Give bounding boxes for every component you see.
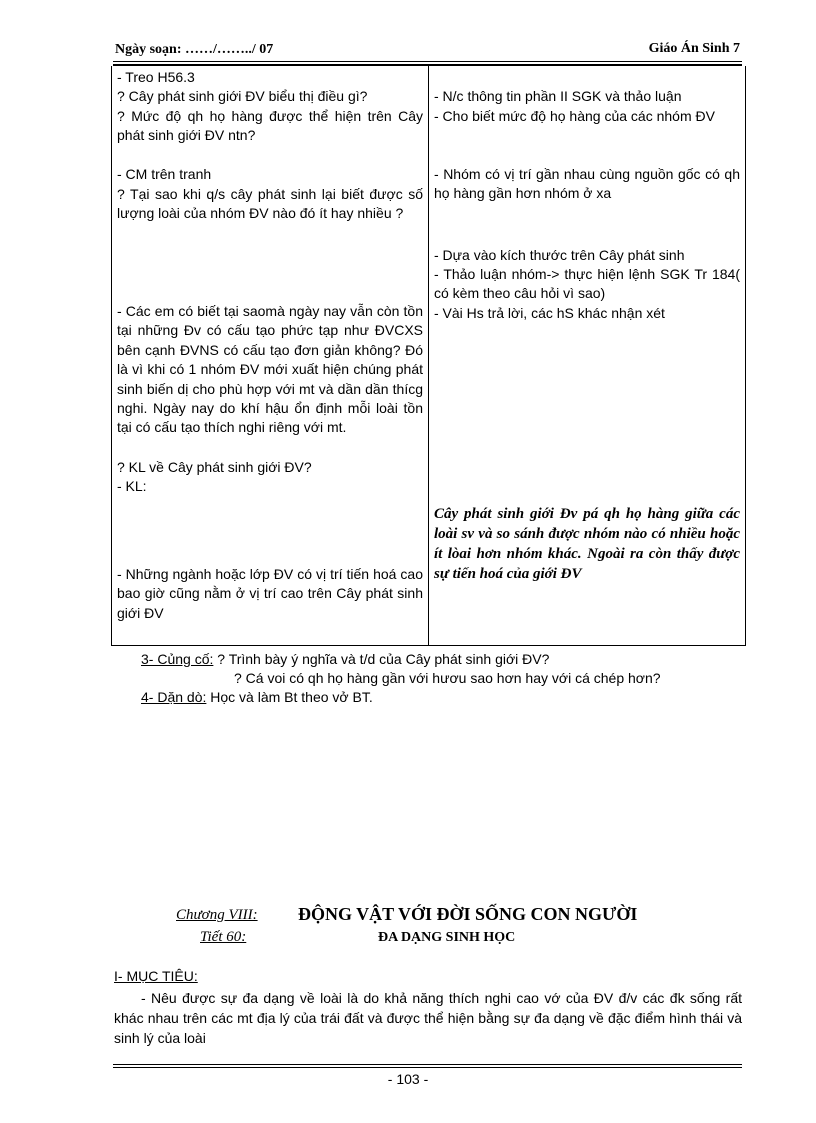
conclusion-text: Cây phát sinh giới Đv pá qh họ hàng giữa các loài sv và so sánh được nhóm nào có nhiều hoặc ít lòai hơn nhóm khác. Ngoài ra còn thấy được sự tiến hoá của giới ĐV [434, 506, 740, 582]
footer-rule-bottom [113, 1067, 742, 1068]
lesson-title: ĐA DẠNG SINH HỌC [378, 930, 516, 945]
left-item: ? Tại sao khi q/s cây phát sinh lại biết được số lượng loài của nhóm ĐV nào đó ít hay nhiều ? [117, 186, 423, 222]
table-column-divider [428, 66, 429, 645]
left-item: - Các em có biết tại saomà ngày nay vẫn còn tồn tại những Đv có cấu tạo phức tạp như ĐVCXS bên cạnh ĐVNS có cấu tạo đơn giản không? Đó là vì khi có 1 nhóm ĐV mới xuất hiện chúng phát sinh biến dị cho phù hợp với mt và dần dần thícg nghi. Ngày nay do khí hậu ổn định mỗi loài tồn tại có cấu tạo thích nghi riêng với mt. [117, 303, 423, 436]
consolidation-row [141, 649, 549, 669]
right-item: - Vài Hs trả lời, các hS khác nhận xét [434, 305, 665, 321]
left-item: ? Cây phát sinh giới ĐV biểu thị điều gì? [117, 88, 368, 104]
footer-rule-top [113, 1064, 742, 1065]
objectives-paragraph: - Nêu được sự đa dạng về loài là do khả năng thích nghi cao vớ của ĐV đ/v các đk sống rất khác nhau trên các mt địa lý của trái đất và được thể hiện bằng sự đa dạng về đặc điểm hình thái và sinh lý của loài [114, 990, 742, 1046]
right-item: - Thảo luận nhóm-> thực hiện lệnh SGK Tr 184( có kèm theo câu hỏi vì sao) [434, 266, 740, 302]
left-item: ? Mức độ qh họ hàng được thể hiện trên Cây phát sinh giới ĐV ntn? [117, 108, 423, 144]
right-item: - Nhóm có vị trí gần nhau cùng nguồn gốc có qh họ hàng gần hơn nhóm ở xa [434, 166, 740, 202]
consolidation-question-1: ? Trình bày ý nghĩa và t/d của Cây phát sinh giới ĐV? [217, 651, 550, 667]
objectives-heading: I- MỤC TIÊU: [114, 968, 198, 984]
homework-text: Học và làm Bt theo vở BT. [210, 689, 373, 705]
left-item: - KL: [117, 478, 147, 494]
header-rule-thin [113, 61, 742, 62]
left-item: - Treo H56.3 [117, 69, 195, 85]
chapter-title: ĐỘNG VẬT VỚI ĐỜI SỐNG CON NGƯỜI [298, 904, 638, 924]
document-title: Giáo Án Sinh 7 [648, 41, 740, 56]
right-item: - Cho biết mức độ họ hàng của các nhóm ĐV [434, 108, 715, 124]
right-item: - Dựa vào kích thước trên Cây phát sinh [434, 247, 685, 263]
chapter-label: Chương VIII: [176, 907, 258, 923]
date-label: Ngày soạn: ……/……../ 07 [115, 42, 274, 57]
consolidation-question-2: ? Cá voi có qh họ hàng gần với hươu sao hơn hay với cá chép hơn? [234, 670, 661, 686]
left-item: - Những ngành hoặc lớp ĐV có vị trí tiến hoá cao bao giờ cũng nằm ở vị trí cao trên Cây phát sinh giới ĐV [117, 566, 423, 621]
consolidation-label: 3- Củng cố: [141, 651, 214, 667]
lesson-label: Tiết 60: [200, 929, 247, 945]
homework-row [141, 687, 373, 707]
homework-label: 4- Dặn dò: [141, 689, 207, 705]
lesson-activity-table [111, 66, 746, 646]
left-item: - CM trên tranh [117, 166, 212, 182]
page-number: - 103 - [387, 1071, 429, 1087]
right-item: - N/c thông tin phần II SGK và thảo luận [434, 88, 682, 104]
left-item: ? KL về Cây phát sinh giới ĐV? [117, 459, 312, 475]
